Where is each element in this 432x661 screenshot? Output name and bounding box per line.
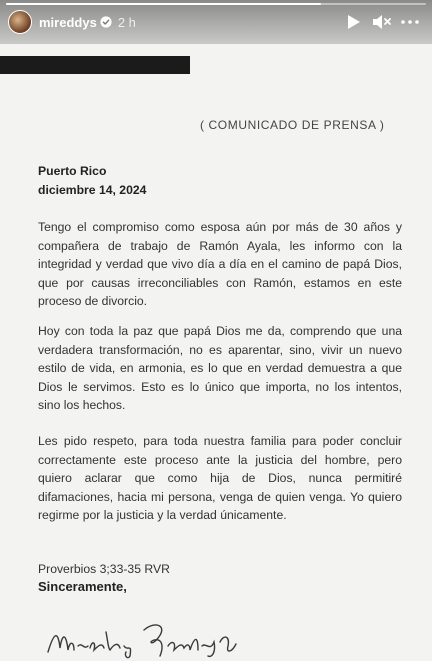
avatar[interactable] [8, 10, 32, 34]
handwritten-signature [44, 612, 244, 660]
verified-badge-icon [100, 16, 112, 28]
closing-line: Sinceramente, [38, 579, 127, 594]
speaker-muted-icon [372, 13, 392, 31]
paragraph-3: Les pido respeto, para toda nuestra familia para poder concluir correctamente este proceso ante la justicia del hombre, pero quiero aclarar que como hija de Dios, nunca permitiré difamaciones, hacia mi persona, venga de quien venga. Yo quiero regirme por la justicia y la verdad únicamente. [38, 434, 402, 523]
username[interactable]: mireddys [39, 14, 97, 30]
document-heading: ( COMUNICADO DE PRENSA ) [200, 118, 385, 132]
bible-verse: Proverbios 3;33-35 RVR [38, 562, 170, 576]
more-options-button[interactable] [396, 8, 424, 36]
paragraph-1: Tengo el compromiso como esposa aún por más de 30 años y compañera de trabajo de Ramón Ayala, les informo con la integridad y verdad que vivo día a día en el camino de papá Dios, que por causas irreconciliables con Ramón, estamos en este proceso de divorcio. [38, 220, 402, 309]
play-button[interactable] [340, 8, 368, 36]
press-release-document [0, 44, 432, 661]
story-time: 2 h [117, 14, 136, 30]
document-date: diciembre 14, 2024 [38, 183, 147, 197]
story-header [0, 0, 432, 44]
story-progress-fill [6, 3, 321, 5]
sound-toggle[interactable] [368, 8, 396, 36]
document-place: Puerto Rico [38, 164, 107, 178]
play-icon [347, 14, 361, 30]
paragraph-2: Hoy con toda la paz que papá Dios me da, comprendo que una verdadera transformación, no es aparentar, sino, vivir un nuevo estilo de vida, en armonia, es lo que en verdad demuestra a que Dios le servimos. Esto es lo único que importa, no los intentos, sino los hechos. [38, 324, 402, 413]
more-options-icon [401, 20, 419, 24]
redaction-bar [0, 56, 190, 74]
story-progress-bar [6, 3, 426, 5]
